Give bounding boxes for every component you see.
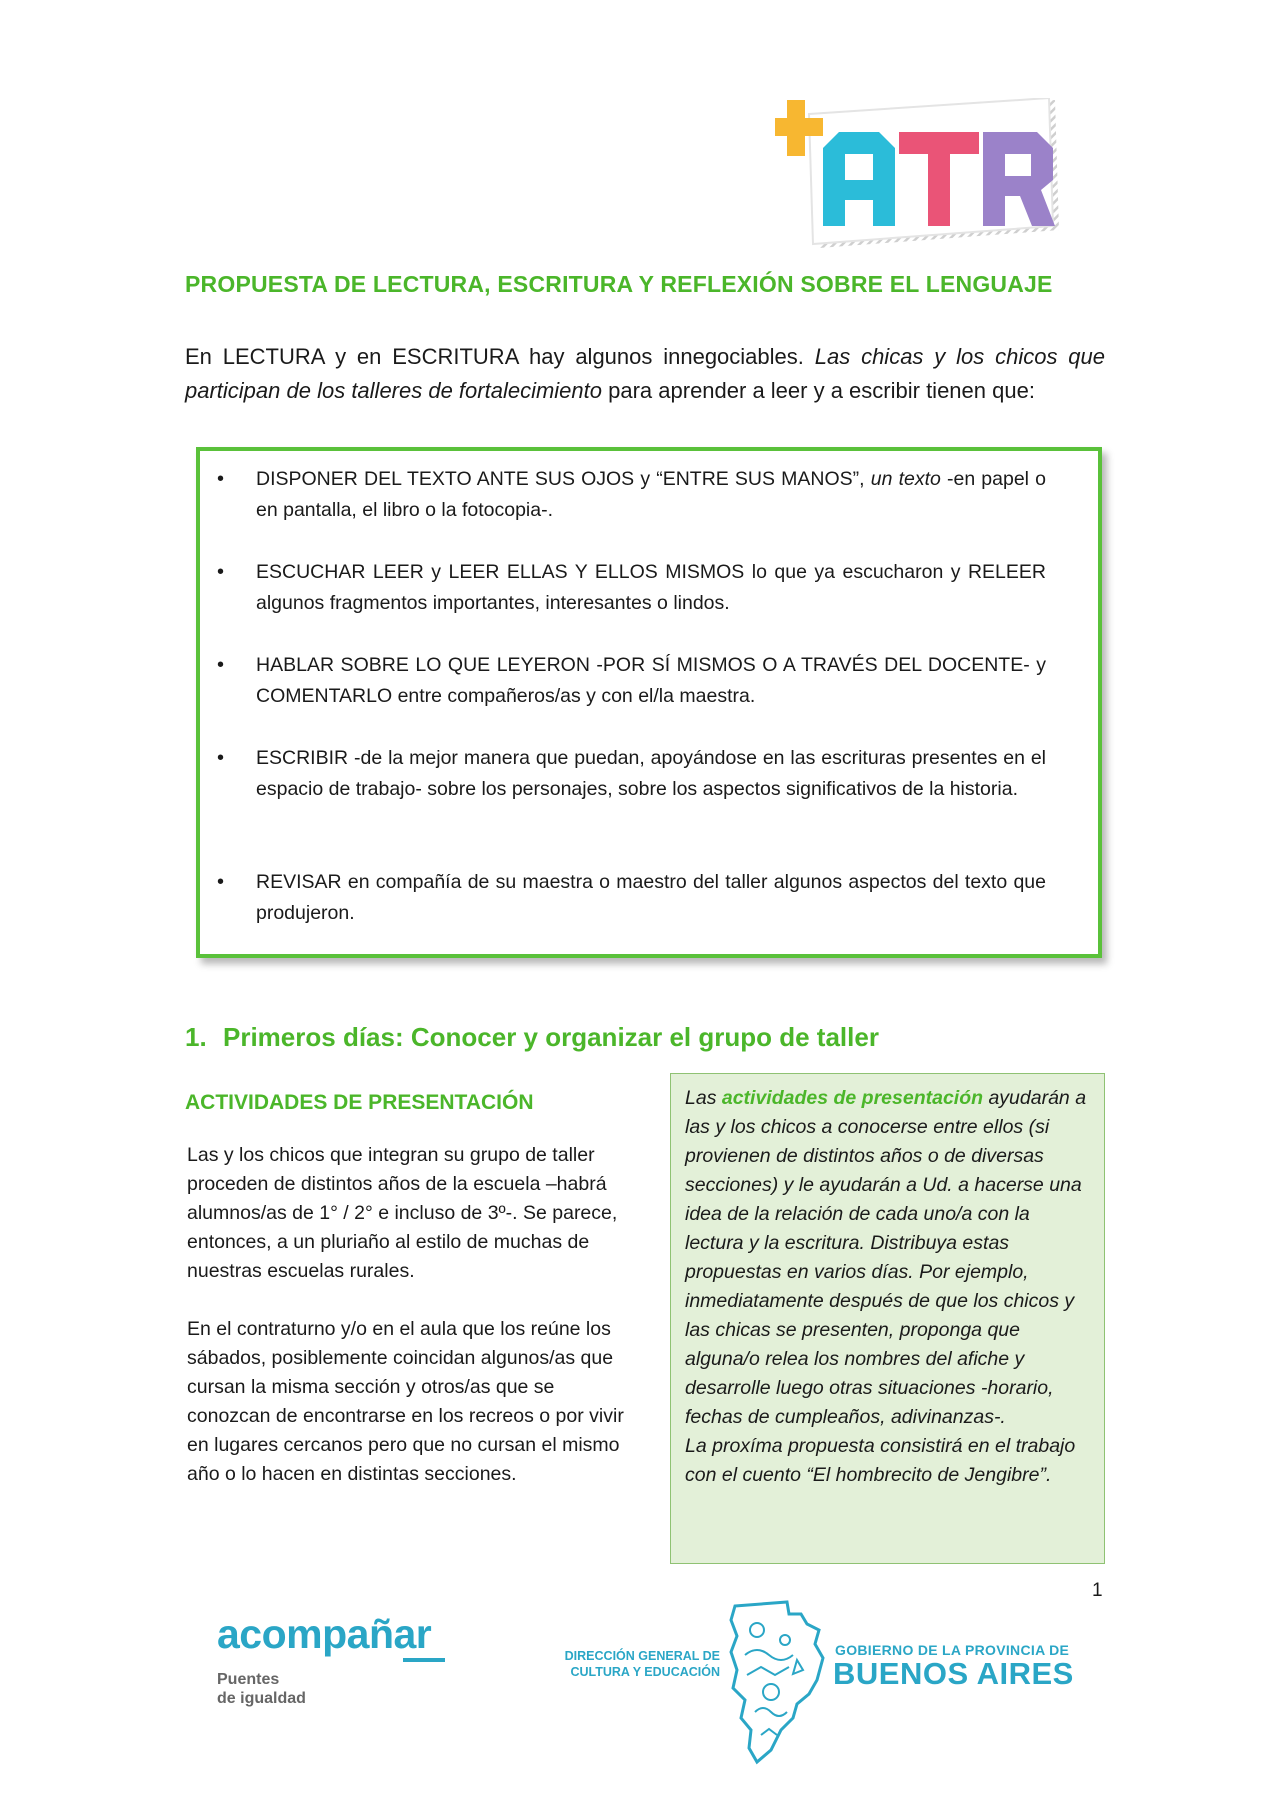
direccion-line-1: DIRECCIÓN GENERAL DE (564, 1649, 720, 1663)
innegociables-box (196, 447, 1102, 958)
intro-paragraph (185, 340, 1105, 408)
note-highlight: actividades de presentación (721, 1087, 984, 1109)
bullet: • (217, 871, 225, 893)
bullet: • (217, 468, 225, 490)
item-text: HABLAR SOBRE LO QUE LEYERON -POR SÍ MISMOS O A TRAVÉS DEL DOCENTE- y COMENTARLO entre compañeros/as y con el/la maestra. (256, 654, 1046, 707)
puentes-text (217, 1670, 431, 1708)
gobierno-text: GOBIERNO DE LA PROVINCIA DE (835, 1642, 1070, 1658)
list-item (217, 867, 1046, 929)
subheading: ACTIVIDADES DE PRESENTACIÓN (185, 1091, 534, 1114)
intro-italic: Las chicas y los chicos que participan de los talleres de fortalecimiento (185, 344, 1106, 403)
note-prefix: Las (685, 1087, 722, 1109)
direccion-line-2: CULTURA Y EDUCACIÓN (570, 1665, 720, 1679)
acompanar-wordmark: acompañar (217, 1611, 432, 1657)
intro-part1: En LECTURA y en ESCRITURA hay algunos innegociables. (185, 344, 815, 369)
bullet: • (217, 654, 225, 676)
paragraph-1: Las y los chicos que integran su grupo de taller proceden de distintos años de la escuela –habrá alumnos/as de 1° / 2° e incluso de 3º-. Se parece, entonces, a un pluriaño al estilo de muchas de nuestras escuelas rurales. (187, 1144, 618, 1282)
province-map-icon (727, 1600, 825, 1765)
sidebar-note (670, 1073, 1105, 1564)
paragraph-2: En el contraturno y/o en el aula que los reúne los sábados, posiblemente coincidan algunos/as que cursan la misma sección y otros/as que se conozcan de encontrarse en los recreos o por vivir en lugares cercanos pero que no cursan el mismo año o lo hacen en distintas secciones. (187, 1318, 624, 1485)
puentes-line-1: Puentes (217, 1671, 280, 1688)
item-text-before: DISPONER DEL TEXTO ANTE SUS OJOS y “ENTRE SUS MANOS”, (256, 468, 871, 490)
item-text-italic: un texto (870, 468, 941, 490)
section-number: 1. (185, 1022, 207, 1052)
item-text: ESCUCHAR LEER y LEER ELLAS Y ELLOS MISMOS lo que ya escucharon y RELEER algunos fragmentos importantes, interesantes o lindos. (256, 561, 1046, 614)
bullet: • (217, 747, 225, 769)
atr-logo (775, 98, 1065, 256)
section-title: Primeros días: Conocer y organizar el grupo de taller (223, 1022, 879, 1052)
acompanar-logo (217, 1612, 431, 1708)
note-body: ayudarán a las y los chicos a conocerse entre ellos (si provienen de distintos años o de diversas secciones) y le ayudarán a Ud. a hacerse una idea de la relación de cada uno/a con la lectura y la escritura. Distribuya estas propuestas en varios días. Por ejemplo, inmediatamente después de que los chicos y las chicas se presenten, proponga que alguna/o relea los nombres del afiche y desarrolle luego otras situaciones -horario, fechas de cumpleaños, adivinanzas-. (685, 1087, 1087, 1428)
item-text-after: -en papel o en pantalla, el libro o la fotocopia-. (256, 468, 1047, 521)
puentes-line-2: de igualdad (217, 1690, 306, 1707)
direccion-general-text (560, 1648, 720, 1680)
list-item (217, 650, 1046, 712)
document-title: PROPUESTA DE LECTURA, ESCRITURA Y REFLEXIÓN SOBRE EL LENGUAJE (185, 271, 1053, 297)
acompanar-underline (403, 1658, 445, 1662)
note-body-2: La proxíma propuesta consistirá en el trabajo con el cuento “El hombrecito de Jengibre”. (685, 1435, 1076, 1486)
section-heading (185, 1022, 1085, 1053)
item-text: REVISAR en compañía de su maestra o maestro del taller algunos aspectos del texto que produjeron. (256, 871, 1046, 924)
list-item (217, 557, 1046, 619)
buenos-aires-text: BUENOS AIRES (833, 1656, 1074, 1691)
list-item (217, 464, 1047, 526)
page-number: 1 (1092, 1580, 1103, 1601)
bullet: • (217, 561, 225, 583)
list-item (217, 743, 1046, 805)
intro-part2: para aprender a leer y a escribir tienen que: (602, 378, 1035, 403)
item-text: ESCRIBIR -de la mejor manera que puedan, apoyándose en las escrituras presentes en el espacio de trabajo- sobre los personajes, sobre los aspectos significativos de la historia. (256, 747, 1046, 800)
